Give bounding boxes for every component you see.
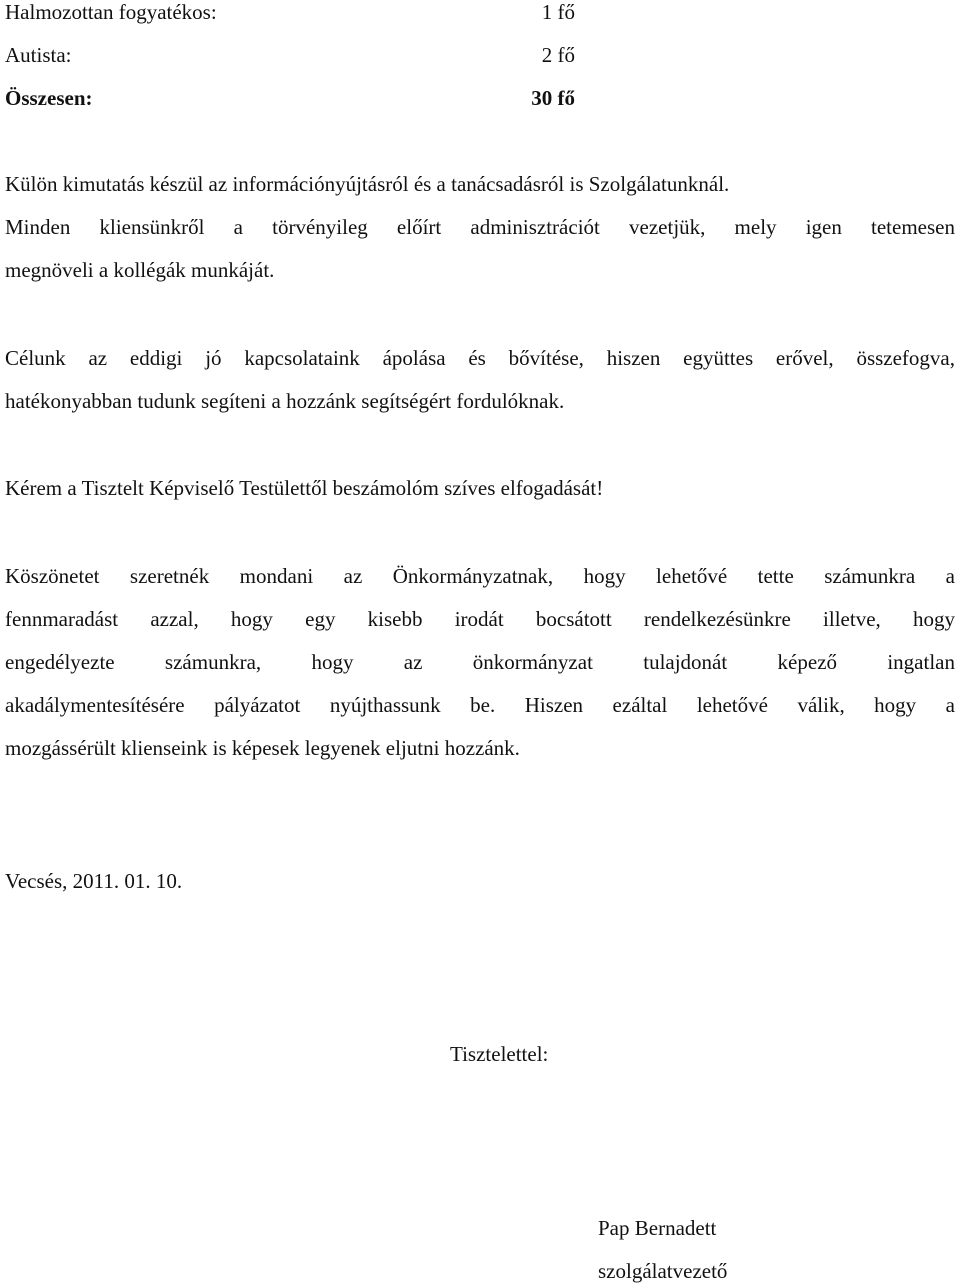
paragraph-information bbox=[5, 163, 955, 292]
paragraph-line: engedélyezte számunkra, hogy az önkormányzat tulajdonát képező ingatlan bbox=[5, 650, 955, 674]
paragraph-line: megnöveli a kollégák munkáját. bbox=[5, 258, 275, 282]
paragraph-line: Minden kliensünkről a törvényileg előírt adminisztrációt vezetjük, mely igen tetemesen bbox=[5, 215, 955, 239]
stat-label: Összesen: bbox=[5, 86, 93, 110]
place-date: Vecsés, 2011. 01. 10. bbox=[5, 869, 183, 893]
signature-title: szolgálatvezető bbox=[598, 1259, 728, 1283]
stat-row-halmozottan bbox=[5, 0, 575, 27]
paragraph-line: mozgássérült klienseink is képesek legyenek eljutni hozzánk. bbox=[5, 736, 520, 760]
paragraph-line: Külön kimutatás készül az információnyújtásról és a tanácsadásról is Szolgálatunknál. bbox=[5, 172, 730, 196]
paragraph-line: hatékonyabban tudunk segíteni a hozzánk segítségért fordulóknak. bbox=[5, 389, 565, 413]
paragraph-line: Köszönetet szeretnék mondani az Önkormányzatnak, hogy lehetővé tette számunkra a bbox=[5, 564, 955, 588]
stat-value: 30 fő bbox=[531, 86, 575, 110]
paragraph-goals bbox=[5, 337, 955, 423]
stat-label: Halmozottan fogyatékos: bbox=[5, 0, 217, 24]
stat-label: Autista: bbox=[5, 43, 72, 67]
stat-row-autista bbox=[5, 40, 575, 70]
paragraph-request: Kérem a Tisztelt Képviselő Testülettől beszámolóm szíves elfogadását! bbox=[5, 476, 604, 500]
signature-name: Pap Bernadett bbox=[598, 1216, 717, 1240]
paragraph-line: akadálymentesítésére pályázatot nyújthassunk be. Hiszen ezáltal lehetővé válik, hogy a bbox=[5, 693, 955, 717]
stat-value: 1 fő bbox=[541, 0, 575, 24]
stat-row-osszesen bbox=[5, 83, 575, 113]
paragraph-thanks bbox=[5, 555, 955, 770]
paragraph-line: fennmaradást azzal, hogy egy kisebb irodát bocsátott rendelkezésünkre illetve, hogy bbox=[5, 607, 955, 631]
closing-salutation: Tisztelettel: bbox=[450, 1042, 549, 1066]
paragraph-line: Célunk az eddigi jó kapcsolataink ápolása és bővítése, hiszen együttes erővel, összefogva, bbox=[5, 346, 955, 370]
stat-value: 2 fő bbox=[541, 43, 575, 67]
